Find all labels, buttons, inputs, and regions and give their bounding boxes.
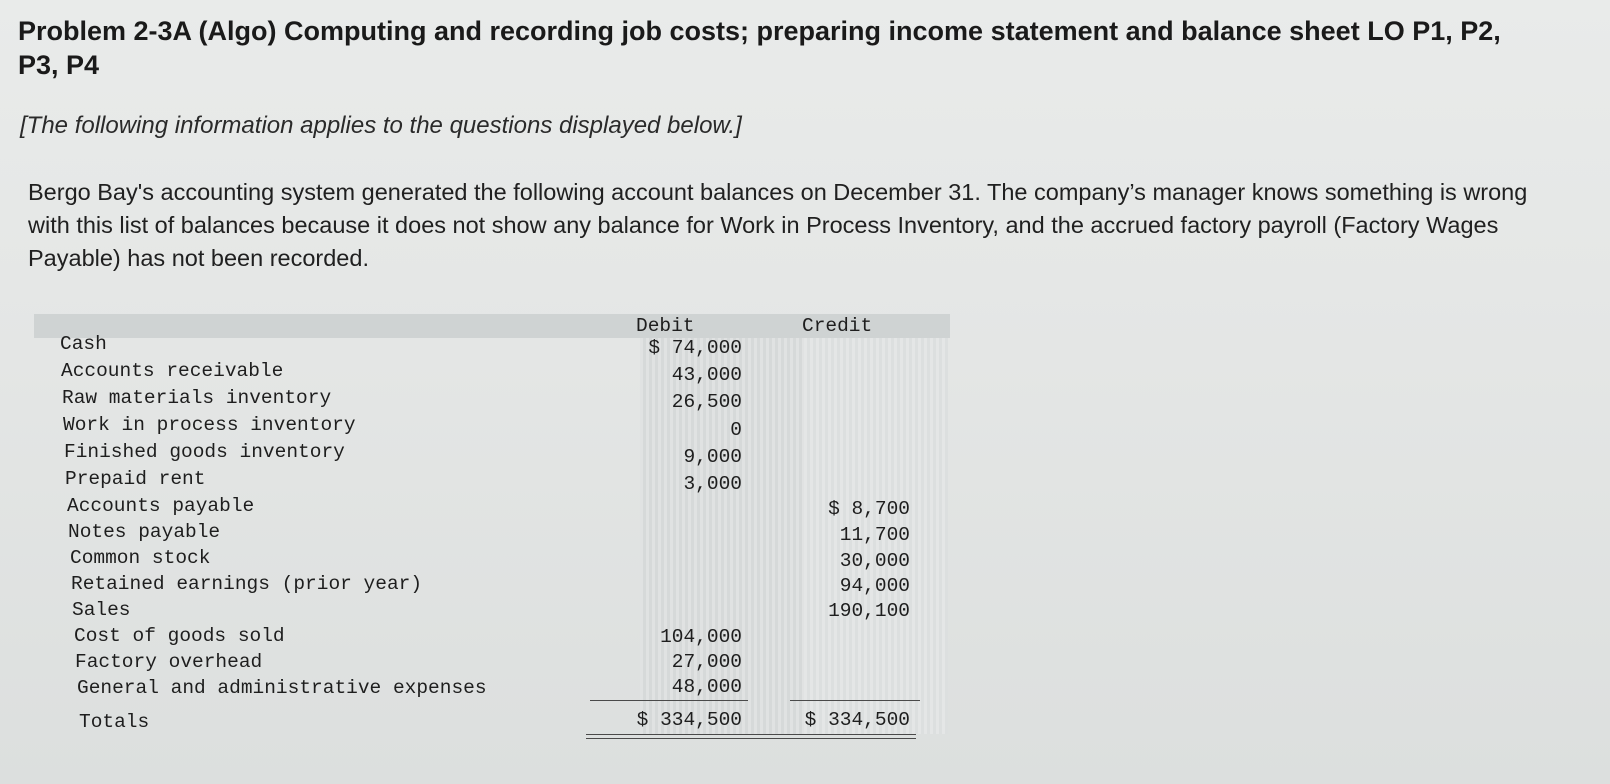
debit-amount: 9,000 xyxy=(683,446,742,468)
problem-title: Problem 2-3A (Algo) Computing and recording job costs; preparing income statement and balance sheet LO P1, P2, P3, P4 xyxy=(18,16,1501,80)
account-name: Retained earnings (prior year) xyxy=(71,573,423,595)
debit-column-header: Debit xyxy=(636,315,695,337)
intro-note: [The following information applies to the questions displayed below.] xyxy=(20,112,742,139)
debit-amount: 26,500 xyxy=(671,391,742,413)
account-name: General and administrative expenses xyxy=(77,677,487,699)
account-name: Prepaid rent xyxy=(65,468,206,490)
account-name: Sales xyxy=(72,599,131,621)
totals-label: Totals xyxy=(79,711,150,733)
total-double-rule-top xyxy=(586,734,916,735)
total-double-rule-bottom xyxy=(586,738,916,739)
debit-amount: 48,000 xyxy=(671,676,742,698)
debit-amount: 43,000 xyxy=(671,364,742,386)
debit-amount: 27,000 xyxy=(671,651,742,673)
debit-amount: 0 xyxy=(730,419,742,441)
credit-amount: 190,100 xyxy=(828,600,910,622)
subtotal-rule-debit xyxy=(590,700,748,701)
credit-amount: 30,000 xyxy=(839,550,910,572)
credit-amount: 11,700 xyxy=(839,524,910,546)
account-name: Cost of goods sold xyxy=(74,625,285,647)
account-name: Common stock xyxy=(70,547,211,569)
account-name: Cash xyxy=(60,333,107,355)
debit-amount: $ 74,000 xyxy=(648,337,742,359)
account-name: Factory overhead xyxy=(75,651,263,673)
account-name: Accounts receivable xyxy=(61,360,284,382)
debit-amount: 104,000 xyxy=(660,626,742,648)
debit-total: $ 334,500 xyxy=(636,709,742,731)
debit-amount: 3,000 xyxy=(683,473,742,495)
credit-total: $ 334,500 xyxy=(804,709,910,731)
subtotal-rule-credit xyxy=(790,700,920,701)
account-name: Work in process inventory xyxy=(63,414,356,436)
credit-amount: 94,000 xyxy=(839,575,910,597)
account-name: Finished goods inventory xyxy=(64,441,345,463)
problem-description: Bergo Bay's accounting system generated the following account balances on December 31. The company’s manager knows something is wrong with this list of balances because it does not show any balance for Work in Process Inventory, and the accrued factory payroll (Factory Wages Payable) has not been recorded. xyxy=(28,179,1528,271)
account-name: Accounts payable xyxy=(67,495,255,517)
account-name: Raw materials inventory xyxy=(62,387,332,409)
trial-balance-table xyxy=(34,314,950,762)
credit-amount: $ 8,700 xyxy=(828,498,910,520)
credit-column-header: Credit xyxy=(802,315,873,337)
account-name: Notes payable xyxy=(68,521,221,543)
